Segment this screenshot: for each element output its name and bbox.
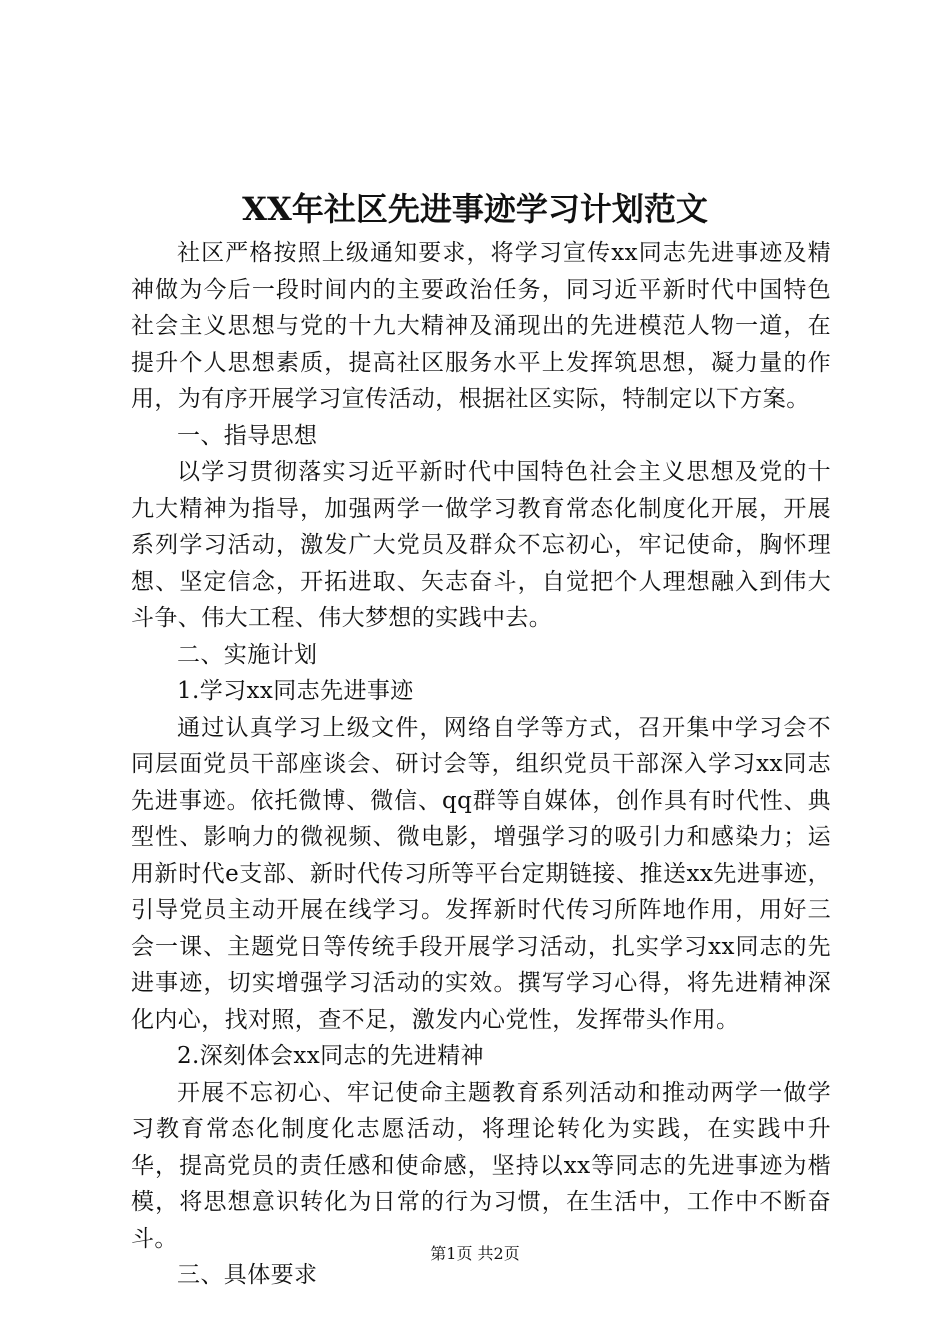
guiding-ideology-paragraph: 以学习贯彻落实习近平新时代中国特色社会主义思想及党的十九大精神为指导，加强两学一做学习教育常态化制度化开展，开展系列学习活动，激发广大党员及群众不忘初心，牢记使命，胸怀理想、坚定信念，开拓进取、矢志奋斗，自觉把个人理想融入到伟大斗争、伟大工程、伟大梦想的实践中去。 [131, 459, 831, 631]
intro-paragraph: 社区严格按照上级通知要求，将学习宣传xx同志先进事迹及精神做为今后一段时间内的主要政治任务，同习近平新时代中国特色社会主义思想与党的十九大精神及涌现出的先进模范人物一道，在提升个人思想素质，提高社区服务水平上发挥筑思想，凝力量的作用，为有序开展学习宣传活动，根据社区实际，特制定以下方案。 [131, 240, 831, 412]
section-heading-specific-requirements: 三、具体要求 [177, 1262, 318, 1288]
study-deeds-paragraph: 通过认真学习上级文件，网络自学等方式，召开集中学习会不同层面党员干部座谈会、研讨会等，组织党员干部深入学习xx同志先进事迹。依托微博、微信、qq群等自媒体，创作具有时代性、典型性、影响力的微视频、微电影，增强学习的吸引力和感染力；运用新时代e支部、新时代传习所等平台定期链接、推送xx先进事迹，引导党员主动开展在线学习。发挥新时代传习所阵地作用，用好三会一课、主题党日等传统手段开展学习活动，扎实学习xx同志的先进事迹，切实增强学习活动的实效。撰写学习心得，将先进精神深化内心，找对照，查不足，激发内心党性，发挥带头作用。 [131, 714, 831, 1033]
page-footer: 第1页 共2页 [430, 1244, 520, 1263]
section-heading-guiding-ideology: 一、指导思想 [177, 422, 318, 449]
section-heading-implementation-plan: 二、实施计划 [177, 641, 318, 668]
subheading-study-deeds: 1.学习xx同志先进事迹 [177, 678, 414, 704]
document-title: XX年社区先进事迹学习计划范文 [242, 190, 708, 228]
understand-spirit-paragraph: 开展不忘初心、牢记使命主题教育系列活动和推动两学一做学习教育常态化制度化志愿活动，将理论转化为实践，在实践中升华，提高党员的责任感和使命感，坚持以xx等同志的先进事迹为楷模，将思想意识转化为日常的行为习惯，在生活中，工作中不断奋斗。 [131, 1079, 831, 1252]
document-body [131, 235, 831, 1294]
subheading-understand-spirit: 2.深刻体会xx同志的先进精神 [177, 1043, 484, 1069]
